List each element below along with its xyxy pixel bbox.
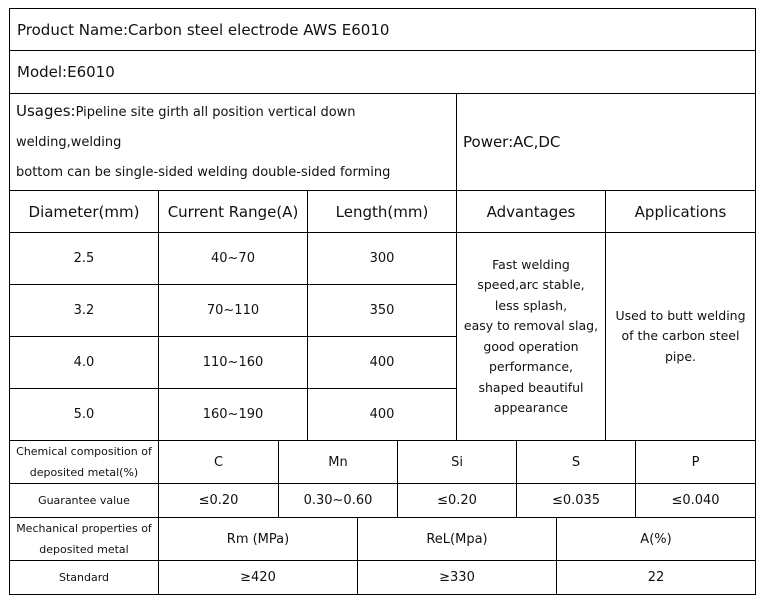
element-mn: Mn — [279, 441, 398, 484]
diameter-value: 3.2 — [10, 285, 159, 337]
header-length: Length(mm) — [308, 191, 457, 233]
header-current: Current Range(A) — [159, 191, 308, 233]
advantages-line: performance, — [488, 359, 574, 374]
table-row — [10, 561, 756, 595]
table-row — [10, 484, 756, 518]
element-si: Si — [398, 441, 517, 484]
element-c: C — [159, 441, 279, 484]
guarantee-label: Guarantee value — [10, 484, 159, 518]
applications-line: pipe. — [664, 348, 696, 364]
guarantee-c: ≤0.20 — [159, 484, 279, 518]
current-value: 70~110 — [159, 285, 308, 337]
diameter-value: 5.0 — [10, 389, 159, 441]
usages-label: Usages: — [16, 102, 76, 120]
mechanical-label-line2: deposited metal — [39, 543, 129, 556]
mechanical-label-line1: Mechanical properties of — [16, 522, 152, 535]
spec-sheet — [9, 8, 755, 595]
guarantee-p: ≤0.040 — [636, 484, 756, 518]
header-applications: Applications — [606, 191, 756, 233]
length-value: 350 — [308, 285, 457, 337]
applications-cell — [606, 233, 756, 441]
mechanical-table — [9, 517, 756, 595]
usages-text-line2: bottom can be single-sided welding double-sided forming — [16, 165, 391, 180]
power-label: Power:AC,DC — [457, 94, 756, 191]
standard-a: 22 — [557, 561, 756, 595]
advantages-line: Fast welding — [492, 256, 570, 272]
length-value: 400 — [308, 337, 457, 389]
property-rel: ReL(Mpa) — [358, 518, 557, 561]
guarantee-s: ≤0.035 — [517, 484, 636, 518]
advantages-line: shaped beautiful — [478, 379, 584, 395]
advantages-cell — [457, 233, 606, 441]
diameter-value: 2.5 — [10, 233, 159, 285]
property-a: A(%) — [557, 518, 756, 561]
model-label: Model:E6010 — [10, 51, 756, 94]
length-value: 300 — [308, 233, 457, 285]
table-row — [10, 233, 756, 285]
chemical-label-line2: deposited metal(%) — [29, 466, 139, 479]
advantages-line: less splash, — [494, 297, 568, 313]
current-value: 40~70 — [159, 233, 308, 285]
header-diameter: Diameter(mm) — [10, 191, 159, 233]
length-value: 400 — [308, 389, 457, 441]
product-name: Product Name:Carbon steel electrode AWS E6010 — [10, 9, 756, 51]
info-table — [9, 8, 756, 191]
standard-rel: ≥330 — [358, 561, 557, 595]
diameter-value: 4.0 — [10, 337, 159, 389]
guarantee-mn: 0.30~0.60 — [279, 484, 398, 518]
usages-text-line1: Pipeline site girth all position vertical down welding,welding — [16, 105, 356, 150]
guarantee-si: ≤0.20 — [398, 484, 517, 518]
element-p: P — [636, 441, 756, 484]
mechanical-label — [10, 518, 159, 561]
chemical-label-line1: Chemical composition of — [16, 445, 152, 458]
applications-line: of the carbon steel — [621, 328, 740, 344]
header-advantages: Advantages — [457, 191, 606, 233]
usages-cell — [10, 94, 457, 191]
property-rm: Rm (MPa) — [159, 518, 358, 561]
chemical-table — [9, 440, 756, 518]
element-s: S — [517, 441, 636, 484]
standard-label: Standard — [10, 561, 159, 595]
advantages-line: appearance — [493, 400, 569, 415]
applications-line: Used to butt welding — [615, 307, 746, 323]
advantages-line: easy to removal slag, — [463, 318, 599, 333]
standard-rm: ≥420 — [159, 561, 358, 595]
advantages-line: speed,arc stable, — [477, 277, 585, 292]
chemical-label — [10, 441, 159, 484]
advantages-line: good operation — [483, 338, 579, 354]
current-value: 110~160 — [159, 337, 308, 389]
size-table — [9, 190, 756, 441]
current-value: 160~190 — [159, 389, 308, 441]
